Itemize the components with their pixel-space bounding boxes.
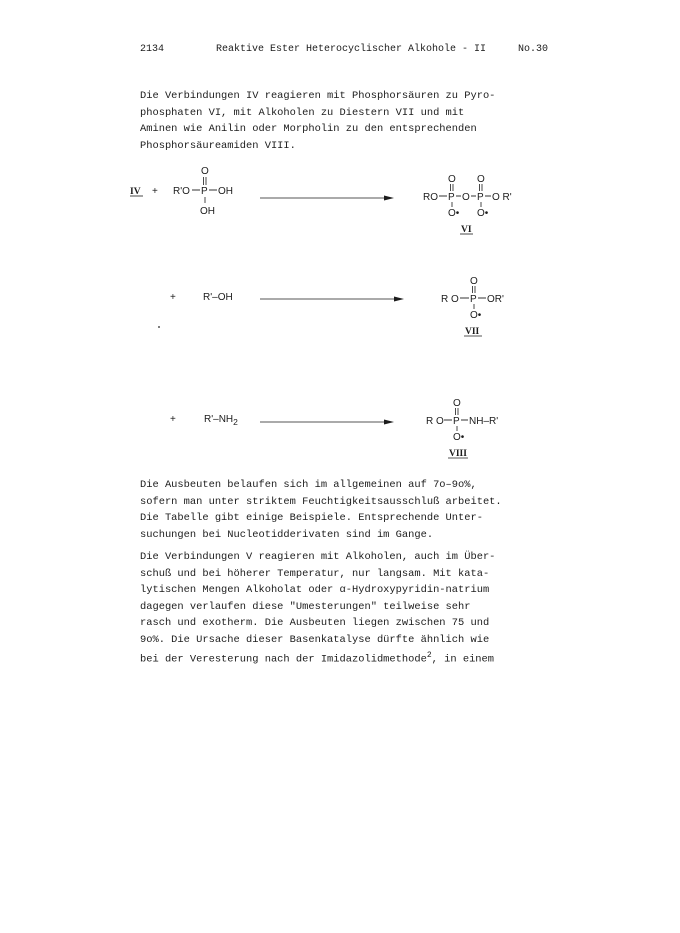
- reaction-3: [170, 398, 498, 459]
- product-oxo-1: O: [448, 174, 456, 185]
- product-anion: O•: [470, 310, 482, 321]
- product-bridge-oxygen: O: [462, 192, 470, 203]
- text-line: Die Ausbeuten belaufen sich im allgemeinen auf 7o–9o%,: [140, 479, 477, 491]
- text-line: schuß und bei höherer Temperatur, nur langsam. Mit kata-: [140, 567, 490, 580]
- reagent-ester-group: R'O: [173, 186, 190, 197]
- text-line-last: [140, 648, 540, 668]
- footnote-marker: 2: [426, 651, 432, 660]
- amine-formula: R'–NH: [204, 414, 234, 425]
- text-line: Die Verbindungen IV reagieren mit Phosphorsäuren zu Pyro-: [140, 90, 496, 102]
- compound-label-viii: VIII: [449, 449, 467, 459]
- plus-sign: +: [152, 186, 158, 197]
- product-phosphorus: P: [453, 416, 460, 427]
- amine-subscript: 2: [233, 417, 238, 427]
- product-terminal-ester: O R': [492, 192, 512, 203]
- transesterification-paragraph: [140, 549, 540, 668]
- page-number: 2134: [140, 44, 165, 55]
- issue-number: No.30: [517, 44, 548, 55]
- text-line: Phosphorsäureamiden VIII.: [140, 139, 296, 152]
- reagent-hydroxyl: OH: [218, 186, 233, 197]
- text-line: lytischen Mengen Alkoholat oder α-Hydroxypyridin-natrium: [140, 584, 490, 596]
- running-title: Reaktive Ester Heterocyclischer Alkohole - II: [216, 44, 487, 55]
- plus-sign: +: [170, 414, 176, 425]
- page-header: [140, 44, 550, 58]
- product-oxo: O: [470, 276, 478, 287]
- reaction-scheme: [130, 160, 550, 460]
- amine-reagent: [204, 414, 238, 427]
- compound-label-vii: VII: [465, 327, 480, 337]
- plus-sign: +: [170, 292, 176, 303]
- product-terminal-ester: OR': [487, 294, 504, 305]
- text-line: phosphaten VI, mit Alkoholen zu Diestern VII und mit: [140, 106, 465, 119]
- product-phosphorus-1: P: [448, 192, 455, 203]
- product-anion: O•: [453, 432, 465, 443]
- product-anion-1: O•: [448, 208, 460, 219]
- text-line: rasch und exotherm. Die Ausbeuten liegen zwischen 75 und: [140, 617, 490, 629]
- text-line: Die Verbindungen V reagieren mit Alkoholen, auch im Über-: [140, 551, 496, 563]
- product-anion-2: O•: [477, 208, 489, 219]
- product-ester-group: RO: [423, 192, 438, 203]
- text-line: Aminen wie Anilin oder Morpholin zu den entsprechenden: [140, 123, 477, 135]
- product-phosphorus-2: P: [477, 192, 484, 203]
- text-line-tail: , in einem: [431, 653, 495, 666]
- reagent-oxo: O: [201, 166, 209, 177]
- reactant-label-iv: IV: [130, 187, 141, 197]
- text-line: suchungen bei Nucleotidderivaten sind im Gange.: [140, 528, 434, 541]
- intro-paragraph: [140, 88, 540, 154]
- reagent-phosphorus: P: [201, 186, 208, 197]
- reaction-1: [130, 166, 512, 235]
- text-line: 9o%. Die Ursache dieser Basenkatalyse dürfte ähnlich wie: [140, 633, 490, 646]
- product-oxo-2: O: [477, 174, 485, 185]
- reagent-lower-hydroxyl: OH: [200, 206, 215, 217]
- reaction-2: [170, 276, 504, 337]
- text-line-body: bei der Veresterung nach der Imidazolidmethode: [140, 653, 427, 666]
- text-line: Die Tabelle gibt einige Beispiele. Entsprechende Unter-: [140, 512, 483, 524]
- compound-label-vi: VI: [461, 225, 472, 235]
- yield-paragraph: [140, 477, 540, 543]
- product-ester-group: R O: [426, 416, 444, 427]
- alcohol-reagent: R'–OH: [203, 292, 233, 303]
- product-phosphorus: P: [470, 294, 477, 305]
- scan-speck: [158, 326, 160, 328]
- product-oxo: O: [453, 398, 461, 409]
- text-line: dagegen verlaufen diese "Umesterungen" teilweise sehr: [140, 600, 471, 613]
- text-line: sofern man unter striktem Feuchtigkeitsausschluß arbeitet.: [140, 495, 502, 508]
- product-ester-group: R O: [441, 294, 459, 305]
- product-amide-group: NH–R': [469, 416, 499, 427]
